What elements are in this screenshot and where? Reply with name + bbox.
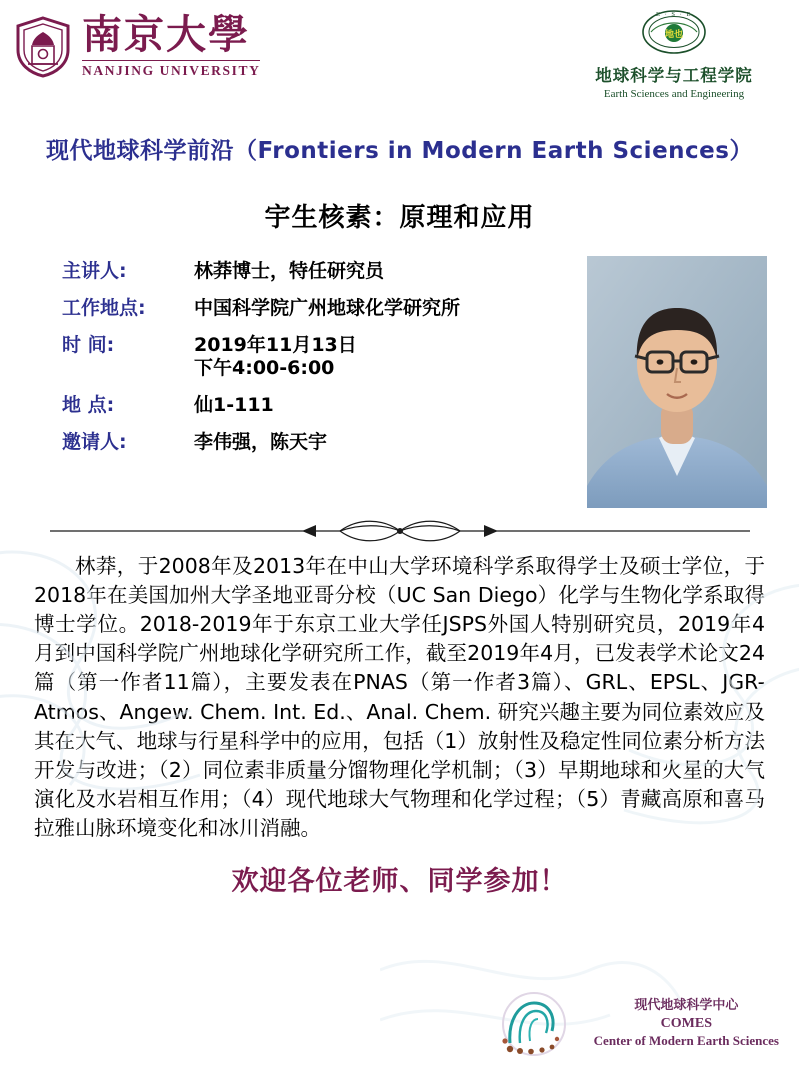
ornamental-divider [40,514,760,548]
talk-title: 宇生核素：原理和应用 [264,203,535,233]
welcome-line: 欢迎各位老师、同学参加！ [231,866,568,898]
detail-value-time [194,334,460,395]
detail-label-time: 时 间: [62,333,115,356]
school-logo [569,8,779,100]
series-title: 现代地球科学前沿（Frontiers in Modern Earth Sciences） [46,138,753,164]
university-wordmark [82,11,261,79]
table-row [62,394,460,431]
university-name-cn: 南京大學 [82,11,250,58]
talk-details-table [62,260,460,468]
detail-label-affiliation: 工作地点: [62,296,146,319]
university-logo [14,11,261,79]
table-row [62,334,460,395]
university-name-en: NANJING UNIVERSITY [82,60,260,79]
detail-value-date: 2019年11月13日 [194,333,357,356]
detail-label-location: 地 点: [62,394,115,416]
svg-text:地也: 地也 [664,30,684,40]
detail-label-speaker: 主讲人: [62,260,127,282]
comes-name-en: Center of Modern Earth Sciences [593,1032,779,1048]
talk-details-section [0,256,799,506]
detail-value-hours: 下午4:00-6:00 [194,357,335,380]
nanjing-university-shield-icon [14,16,72,78]
speaker-bio: 林莽，于2008年及2013年在中山大学环境科学系取得学士及硕士学位，于2018年在美国加州大学圣地亚哥分校（UC San Diego）化学与生物化学系取得博士学位。2018-2019年于东京工业大学任JSPS外国人特别研究员，2019年4月到中国科学院广州地球化学研究所工作，截至2019年4月，已发表学术论文24篇（第一作者11篇），主要发表在PNAS（第一作者3篇）、GRL、EPSL、JGR-Atmos、Angew. Chem. Int. Ed.、Anal. Chem. 研究兴趣主要为同位素效应及其在大气、地球与行星科学中的应用，包括（1）放射性及稳定性同位素分析方法开发与改进；（2）同位素非质量分馏物理化学机制；（3）早期地球和火星的大气演化及水岩相互作用；（4）现代地球大气物理和化学过程；（5）青藏高原和喜马拉雅山脉环境变化和冰川消融。 [34,554,765,840]
detail-value-location: 仙1-111 [194,394,274,416]
ese-school-emblem-icon [639,8,709,60]
speaker-portrait-photo [587,256,767,508]
detail-value-speaker: 林莽博士，特任研究员 [194,260,385,282]
school-name-cn: 地球科学与工程学院 [595,66,753,85]
comes-center-logo-icon [486,989,582,1059]
table-row [62,431,460,468]
detail-value-affiliation: 中国科学院广州地球化学研究所 [194,296,461,319]
detail-label-host: 邀请人: [62,430,127,453]
comes-name-cn: 现代地球科学中心 [634,998,739,1014]
table-row [62,297,460,334]
svg-text:E · S · E: E · S · E [656,11,692,18]
detail-value-host: 李伟强，陈天宇 [194,430,328,453]
table-row [62,260,460,297]
footer-logo-block [486,989,779,1059]
poster-header [0,0,799,110]
school-name-en: Earth Sciences and Engineering [603,88,745,100]
comes-center-text [594,998,779,1049]
comes-abbreviation: COMES [660,1016,712,1032]
